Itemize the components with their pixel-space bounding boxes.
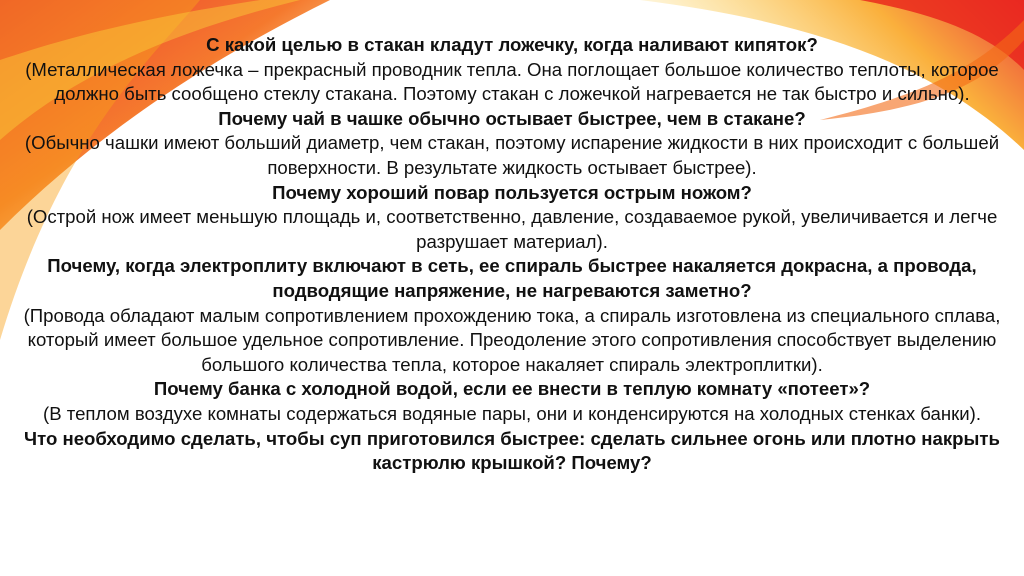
question-3: Почему хороший повар пользуется острым ножом? [272, 181, 752, 203]
answer-4: (Провода обладают малым сопротивлением прохождению тока, а спираль изготовлена из специального сплава, который имеет большое удельное сопротивление. Преодоление этого сопротивления способствует выделению большого количества тепла, которое накаляет спираль электроплитки). [23, 304, 1001, 375]
answer-1: (Металлическая ложечка – прекрасный проводник тепла. Она поглощает большое количество теплоты, которое должно быть сообщено стеклу стакана. Поэтому стакан с ложечкой нагревается не так быстро и сильно). [25, 58, 999, 105]
question-6: Что необходимо сделать, чтобы суп приготовился быстрее: сделать сильнее огонь или плотно накрыть кастрюлю крышкой? Почему? [24, 427, 1000, 474]
slide-text-block [6, 33, 1018, 476]
question-4: Почему, когда электроплиту включают в сеть, ее спираль быстрее накаляется докрасна, а провода, подводящие напряжение, не нагреваются заметно? [47, 255, 977, 301]
answer-5: (В теплом воздухе комнаты содержаться водяные пары, они и конденсируются на холодных стенках банки). [43, 402, 981, 424]
question-5: Почему банка с холодной водой, если ее внести в теплую комнату «потеет»? [153, 378, 871, 400]
question-1: С какой целью в стакан кладут ложечку, когда наливают кипяток? [206, 34, 818, 55]
question-2: Почему чай в чашке обычно остывает быстрее, чем в стакане? [218, 107, 806, 129]
answer-3: (Острой нож имеет меньшую площадь и, соответственно, давление, создаваемое рукой, увеличивается и легче разрушает материал). [26, 206, 998, 252]
answer-2: (Обычно чашки имеют больший диаметр, чем стакан, поэтому испарение жидкости в них происходит с большей поверхности. В результате жидкость остывает быстрее). [24, 132, 1000, 178]
